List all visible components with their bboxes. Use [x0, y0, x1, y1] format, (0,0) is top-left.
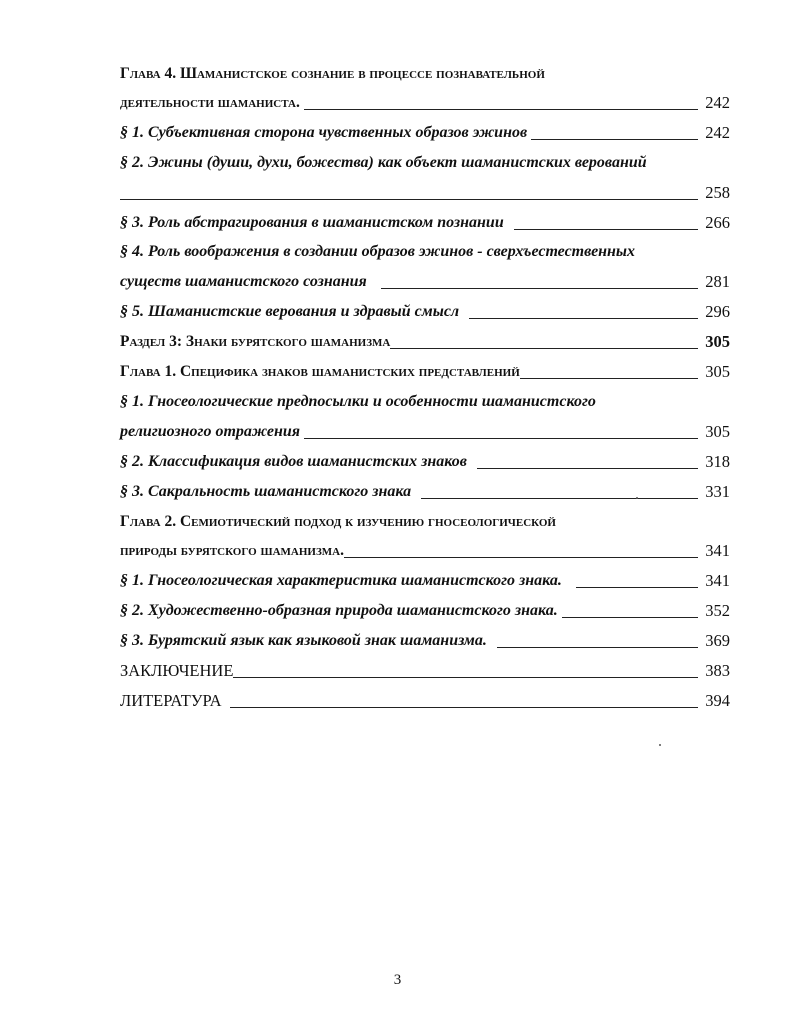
toc-section-title: § 1. Субъективная сторона чувственных образов эжинов: [120, 124, 528, 141]
toc-conclusion-title: ЗАКЛЮЧЕНИЕ: [120, 661, 234, 680]
toc-part-title: Раздел 3: Знаки бурятского шаманизма: [120, 333, 391, 350]
toc-line-chapter-4-title: [120, 60, 730, 84]
toc-line-chapter-4: [120, 89, 730, 113]
toc-section-title: § 2. Художественно-образная природа шаманистского знака.: [120, 602, 558, 619]
toc-literature-title: ЛИТЕРАТУРА: [120, 691, 222, 710]
toc-line-part3-chapter-2-title: [120, 508, 730, 532]
toc-page-number: 305: [705, 422, 730, 441]
leader-line: [531, 139, 698, 140]
toc-section-title: § 3. Бурятский язык как языковой знак шаманизма.: [120, 632, 487, 649]
leader-line: [562, 617, 698, 618]
leader-line: [520, 378, 698, 379]
leader-line: [304, 109, 698, 110]
leader-line: [469, 318, 698, 319]
toc-page-number: 296: [705, 302, 730, 321]
leader-line: [233, 677, 698, 678]
leader-line: [344, 557, 698, 558]
toc-line-ch4-section-4: [120, 268, 730, 292]
toc-line-p3ch1-section-1-title: [120, 388, 730, 412]
toc-line-p3ch1-section-2: [120, 448, 730, 472]
scan-speck: [636, 497, 638, 499]
page-number: 3: [393, 972, 402, 988]
leader-line: [381, 288, 698, 289]
toc-line-p3ch2-section-1: [120, 567, 730, 591]
leader-line: [477, 468, 698, 469]
toc-page-number: 341: [705, 541, 730, 560]
toc-page-number: 318: [705, 452, 730, 471]
toc-chapter-title: Глава 1. Специфика знаков шаманистских представлений: [120, 363, 520, 380]
leader-line: [497, 647, 698, 648]
toc-section-title-cont: религиозного отражения: [120, 423, 301, 440]
toc-line-part-3: [120, 328, 730, 352]
toc-page-number: 242: [705, 93, 730, 112]
toc-chapter-4-title: Глава 4. Шаманистское сознание в процессе познавательной: [120, 65, 545, 82]
toc-section-title: § 2. Эжины (души, духи, божества) как объект шаманистских верований: [120, 154, 647, 171]
toc-line-p3ch2-section-3: [120, 627, 730, 651]
toc-chapter-4-title-cont: деятельности шаманиста.: [120, 94, 300, 111]
toc-page-number: 305: [705, 362, 730, 381]
toc-line-ch4-section-5: [120, 298, 730, 322]
toc-line-ch4-section-3: [120, 209, 730, 233]
toc-line-ch4-section-4-title: [120, 238, 730, 262]
toc-line-p3ch2-section-2: [120, 597, 730, 621]
leader-line: [120, 199, 698, 200]
leader-line: [230, 707, 698, 708]
toc-section-title: § 3. Сакральность шаманистского знака: [120, 483, 412, 500]
toc-page-number: 331: [705, 482, 730, 501]
toc-line-p3ch1-section-1: [120, 418, 730, 442]
toc-page-number: 258: [705, 183, 730, 202]
toc-page-number: 394: [705, 691, 730, 710]
toc-line-part3-chapter-1: [120, 358, 730, 382]
toc-section-title-cont: существ шаманистского сознания: [120, 273, 367, 290]
toc-page-number: 266: [705, 213, 730, 232]
toc-chapter-title-cont: природы бурятского шаманизма.: [120, 542, 344, 559]
toc-section-title: § 1. Гносеологические предпосылки и особенности шаманистского: [120, 393, 596, 410]
toc-section-title: § 5. Шаманистские верования и здравый смысл: [120, 303, 460, 320]
toc-section-title: § 4. Роль воображения в создании образов эжинов - сверхъестественных: [120, 243, 636, 260]
toc-section-title: § 2. Классификация видов шаманистских знаков: [120, 453, 467, 470]
toc-line-ch4-section-2: [120, 179, 730, 203]
toc-line-literature: [120, 687, 730, 711]
toc-page-number: 352: [705, 601, 730, 620]
leader-line: [576, 587, 698, 588]
scan-speck: [659, 744, 661, 746]
toc-page-number: 305: [705, 332, 730, 351]
toc-line-ch4-section-1: [120, 119, 730, 143]
toc-line-p3ch1-section-3: [120, 478, 730, 502]
toc-section-title: § 1. Гносеологическая характеристика шаманистского знака.: [120, 572, 562, 589]
toc-page-number: 383: [705, 661, 730, 680]
toc-page-number: 242: [705, 123, 730, 142]
toc-page-number: 341: [705, 571, 730, 590]
toc-line-conclusion: [120, 657, 730, 681]
toc-line-part3-chapter-2: [120, 537, 730, 561]
toc-section-title: § 3. Роль абстрагирования в шаманистском познании: [120, 214, 504, 231]
leader-line: [421, 498, 698, 499]
toc-line-ch4-section-2-title: [120, 149, 730, 173]
toc-page-number: 369: [705, 631, 730, 650]
leader-line: [514, 229, 698, 230]
toc-page-number: 281: [705, 272, 730, 291]
leader-line: [390, 348, 698, 349]
leader-line: [304, 438, 698, 439]
toc-chapter-title: Глава 2. Семиотический подход к изучению гносеологической: [120, 513, 556, 530]
